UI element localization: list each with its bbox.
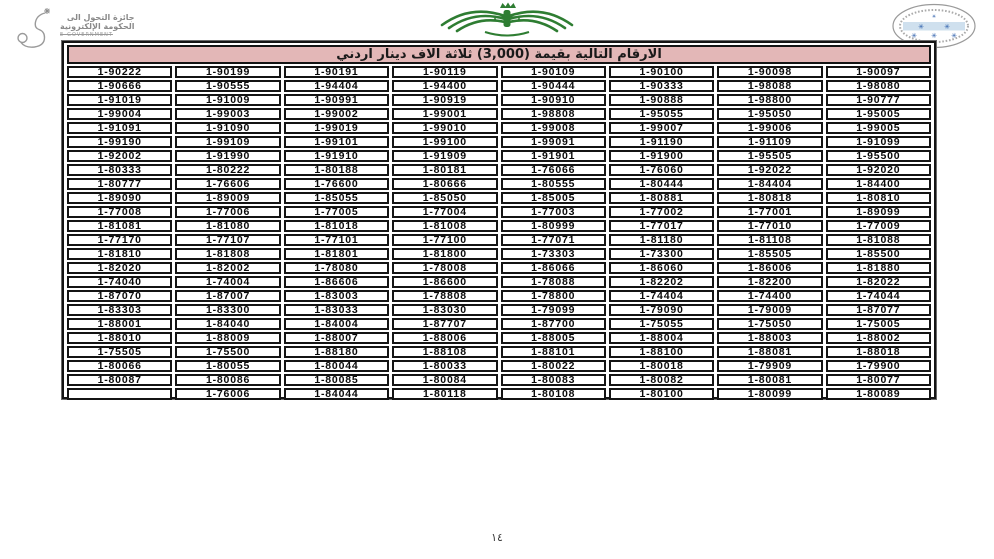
svg-text:✳: ✳: [951, 32, 957, 40]
number-cell: 1-80081: [717, 374, 822, 386]
number-cell: 1-83033: [284, 304, 389, 316]
number-cell: 1-82200: [717, 276, 822, 288]
number-cell: 1-99001: [392, 108, 497, 120]
number-cell: 1-77017: [609, 220, 714, 232]
number-cell: 1-88007: [284, 332, 389, 344]
number-cell: 1-86006: [717, 262, 822, 274]
number-cell: 1-91019: [67, 94, 172, 106]
number-cell: 1-77100: [392, 234, 497, 246]
number-cell: 1-99019: [284, 122, 389, 134]
number-cell: 1-90777: [826, 94, 931, 106]
number-cell: 1-90333: [609, 80, 714, 92]
number-cell: 1-85505: [717, 248, 822, 260]
number-cell: 1-75005: [826, 318, 931, 330]
number-cell: 1-91910: [284, 150, 389, 162]
number-cell: 1-80555: [501, 178, 606, 190]
number-cell: 1-82202: [609, 276, 714, 288]
number-cell: 1-80022: [501, 360, 606, 372]
number-cell: 1-89009: [175, 192, 280, 204]
number-cell: 1-87707: [392, 318, 497, 330]
number-cell: 1-80999: [501, 220, 606, 232]
number-cell: 1-83030: [392, 304, 497, 316]
number-cell: 1-75500: [175, 346, 280, 358]
number-cell: 1-86606: [284, 276, 389, 288]
svg-text:✳: ✳: [911, 32, 917, 40]
number-cell: 1-80044: [284, 360, 389, 372]
number-cell: 1-80118: [392, 388, 497, 400]
number-cell: 1-90910: [501, 94, 606, 106]
number-cell: 1-81008: [392, 220, 497, 232]
number-cell: 1-74400: [717, 290, 822, 302]
number-cell: 1-88081: [717, 346, 822, 358]
number-cell: 1-83303: [67, 304, 172, 316]
page-number: ١٤: [491, 531, 503, 544]
number-cell: 1-99004: [67, 108, 172, 120]
number-cell: 1-90191: [284, 66, 389, 78]
number-cell: 1-90097: [826, 66, 931, 78]
number-cell: 1-80089: [826, 388, 931, 400]
number-cell: 1-84040: [175, 318, 280, 330]
number-cell: 1-79909: [717, 360, 822, 372]
number-cell: 1-89090: [67, 192, 172, 204]
number-cell: 1-84004: [284, 318, 389, 330]
number-cell: 1-81080: [175, 220, 280, 232]
number-cell: 1-90919: [392, 94, 497, 106]
number-cell: 1-76006: [175, 388, 280, 400]
number-cell: 1-92022: [717, 164, 822, 176]
number-cell: 1-80818: [717, 192, 822, 204]
number-cell: 1-77004: [392, 206, 497, 218]
number-cell: 1-80188: [284, 164, 389, 176]
number-cell: 1-77003: [501, 206, 606, 218]
number-cell: 1-81801: [284, 248, 389, 260]
number-cell: 1-99109: [175, 136, 280, 148]
number-cell: 1-91091: [67, 122, 172, 134]
number-cell: 1-80881: [609, 192, 714, 204]
number-cell: 1-90991: [284, 94, 389, 106]
number-cell: 1-77107: [175, 234, 280, 246]
number-cell: 1-88010: [67, 332, 172, 344]
number-cell: 1-74004: [175, 276, 280, 288]
number-cell: 1-80084: [392, 374, 497, 386]
number-cell: 1-81800: [392, 248, 497, 260]
svg-text:✳: ✳: [931, 14, 937, 20]
number-cell: 1-98088: [717, 80, 822, 92]
empty-cell: [67, 388, 172, 400]
number-cell: 1-80087: [67, 374, 172, 386]
number-cell: 1-78080: [284, 262, 389, 274]
prize-numbers-table: [62, 41, 936, 399]
number-cell: 1-84400: [826, 178, 931, 190]
eagle-icon: [437, 1, 577, 37]
number-cell: 1-77006: [175, 206, 280, 218]
number-cell: 1-83300: [175, 304, 280, 316]
number-cell: 1-87077: [826, 304, 931, 316]
number-cell: 1-95505: [717, 150, 822, 162]
number-cell: 1-77010: [717, 220, 822, 232]
number-cell: 1-98800: [717, 94, 822, 106]
number-cell: 1-85500: [826, 248, 931, 260]
number-cell: 1-87700: [501, 318, 606, 330]
number-cell: 1-77009: [826, 220, 931, 232]
number-cell: 1-99008: [501, 122, 606, 134]
number-cell: 1-99101: [284, 136, 389, 148]
number-cell: 1-74044: [826, 290, 931, 302]
number-cell: 1-80066: [67, 360, 172, 372]
number-cell: 1-91009: [175, 94, 280, 106]
number-cell: 1-88009: [175, 332, 280, 344]
number-cell: 1-99003: [175, 108, 280, 120]
number-cell: 1-80055: [175, 360, 280, 372]
number-cell: 1-79900: [826, 360, 931, 372]
number-cell: 1-99100: [392, 136, 497, 148]
number-cell: 1-90109: [501, 66, 606, 78]
number-cell: 1-91909: [392, 150, 497, 162]
number-cell: 1-88006: [392, 332, 497, 344]
number-cell: 1-85055: [284, 192, 389, 204]
number-cell: 1-79090: [609, 304, 714, 316]
number-cell: 1-90888: [609, 94, 714, 106]
number-cell: 1-90222: [67, 66, 172, 78]
number-cell: 1-76060: [609, 164, 714, 176]
number-cell: 1-90119: [392, 66, 497, 78]
number-cell: 1-80085: [284, 374, 389, 386]
number-cell: 1-78008: [392, 262, 497, 274]
svg-text:✳: ✳: [944, 23, 950, 31]
number-cell: 1-99091: [501, 136, 606, 148]
number-cell: 1-77001: [717, 206, 822, 218]
number-cell: 1-75050: [717, 318, 822, 330]
number-cell: 1-79009: [717, 304, 822, 316]
number-cell: 1-84044: [284, 388, 389, 400]
number-cell: 1-88100: [609, 346, 714, 358]
number-cell: 1-81088: [826, 234, 931, 246]
number-cell: 1-81018: [284, 220, 389, 232]
number-cell: 1-75505: [67, 346, 172, 358]
number-cell: 1-77008: [67, 206, 172, 218]
number-cell: 1-76606: [175, 178, 280, 190]
number-cell: 1-99010: [392, 122, 497, 134]
number-cell: 1-88018: [826, 346, 931, 358]
number-cell: 1-77005: [284, 206, 389, 218]
number-cell: 1-77071: [501, 234, 606, 246]
number-cell: 1-80777: [67, 178, 172, 190]
number-cell: 1-80086: [175, 374, 280, 386]
number-cell: 1-91190: [609, 136, 714, 148]
number-cell: 1-77002: [609, 206, 714, 218]
number-cell: 1-88108: [392, 346, 497, 358]
number-cell: 1-91090: [175, 122, 280, 134]
number-cell: 1-78808: [392, 290, 497, 302]
number-cell: 1-80082: [609, 374, 714, 386]
number-cell: 1-88003: [717, 332, 822, 344]
number-cell: 1-88001: [67, 318, 172, 330]
number-cell: 1-75055: [609, 318, 714, 330]
number-cell: 1-91109: [717, 136, 822, 148]
award-text-line2: الحكومة الإلكترونية: [60, 22, 135, 31]
number-cell: 1-81180: [609, 234, 714, 246]
number-cell: 1-86600: [392, 276, 497, 288]
number-cell: 1-80100: [609, 388, 714, 400]
number-cell: 1-98080: [826, 80, 931, 92]
table-title: الارقام التالية بقيمة (3,000) ثلاثة الاف دينار اردني: [67, 45, 931, 64]
number-cell: 1-80083: [501, 374, 606, 386]
number-cell: 1-90100: [609, 66, 714, 78]
number-cell: 1-84404: [717, 178, 822, 190]
number-cell: 1-82002: [175, 262, 280, 274]
number-cell: 1-91099: [826, 136, 931, 148]
number-cell: 1-99005: [826, 122, 931, 134]
number-cell: 1-91990: [175, 150, 280, 162]
number-cell: 1-82020: [67, 262, 172, 274]
number-cell: 1-76066: [501, 164, 606, 176]
number-cell: 1-80033: [392, 360, 497, 372]
number-cell: 1-76600: [284, 178, 389, 190]
number-cell: 1-74404: [609, 290, 714, 302]
number-cell: 1-99006: [717, 122, 822, 134]
number-cell: 1-80108: [501, 388, 606, 400]
number-cell: 1-80333: [67, 164, 172, 176]
svg-text:✳: ✳: [931, 32, 937, 40]
number-cell: 1-98808: [501, 108, 606, 120]
number-cell: 1-80099: [717, 388, 822, 400]
number-cell: 1-80018: [609, 360, 714, 372]
number-cell: 1-86060: [609, 262, 714, 274]
number-cell: 1-88005: [501, 332, 606, 344]
number-cell: 1-90098: [717, 66, 822, 78]
number-cell: 1-88180: [284, 346, 389, 358]
number-cell: 1-81808: [175, 248, 280, 260]
number-cell: 1-77170: [67, 234, 172, 246]
number-cell: 1-80222: [175, 164, 280, 176]
number-cell: 1-89099: [826, 206, 931, 218]
number-cell: 1-95500: [826, 150, 931, 162]
number-cell: 1-80810: [826, 192, 931, 204]
number-cell: 1-74040: [67, 276, 172, 288]
number-cell: 1-88101: [501, 346, 606, 358]
number-cell: 1-78088: [501, 276, 606, 288]
number-cell: 1-90555: [175, 80, 280, 92]
number-cell: 1-78800: [501, 290, 606, 302]
number-cell: 1-90666: [67, 80, 172, 92]
number-cell: 1-81108: [717, 234, 822, 246]
number-cell: 1-85050: [392, 192, 497, 204]
number-cell: 1-85005: [501, 192, 606, 204]
number-cell: 1-82022: [826, 276, 931, 288]
number-cell: 1-81081: [67, 220, 172, 232]
number-cell: 1-90444: [501, 80, 606, 92]
number-cell: 1-91901: [501, 150, 606, 162]
number-cell: 1-77101: [284, 234, 389, 246]
number-cell: 1-92002: [67, 150, 172, 162]
award-text-line1: جائزة التحول الى: [66, 13, 135, 22]
number-cell: 1-95055: [609, 108, 714, 120]
number-cell: 1-88002: [826, 332, 931, 344]
number-cell: 1-92020: [826, 164, 931, 176]
number-cell: 1-88004: [609, 332, 714, 344]
number-cell: 1-87070: [67, 290, 172, 302]
number-cell: 1-99007: [609, 122, 714, 134]
number-cell: 1-83003: [284, 290, 389, 302]
number-cell: 1-87007: [175, 290, 280, 302]
number-cell: 1-80077: [826, 374, 931, 386]
numbers-grid: [67, 66, 931, 400]
number-cell: 1-99002: [284, 108, 389, 120]
number-cell: 1-79099: [501, 304, 606, 316]
jordan-eagle-emblem: [437, 1, 577, 43]
swan-flower-icon: [14, 4, 56, 48]
number-cell: 1-80181: [392, 164, 497, 176]
number-cell: 1-94400: [392, 80, 497, 92]
number-cell: 1-80666: [392, 178, 497, 190]
number-cell: 1-90199: [175, 66, 280, 78]
number-cell: 1-95005: [826, 108, 931, 120]
number-cell: 1-86066: [501, 262, 606, 274]
number-cell: 1-91900: [609, 150, 714, 162]
svg-text:✳: ✳: [918, 23, 924, 31]
number-cell: 1-81880: [826, 262, 931, 274]
number-cell: 1-94404: [284, 80, 389, 92]
number-cell: 1-95050: [717, 108, 822, 120]
number-cell: 1-99190: [67, 136, 172, 148]
number-cell: 1-73300: [609, 248, 714, 260]
number-cell: 1-80444: [609, 178, 714, 190]
number-cell: 1-73303: [501, 248, 606, 260]
award-text-line3: E-GOVERNMENT: [60, 32, 113, 38]
number-cell: 1-81810: [67, 248, 172, 260]
